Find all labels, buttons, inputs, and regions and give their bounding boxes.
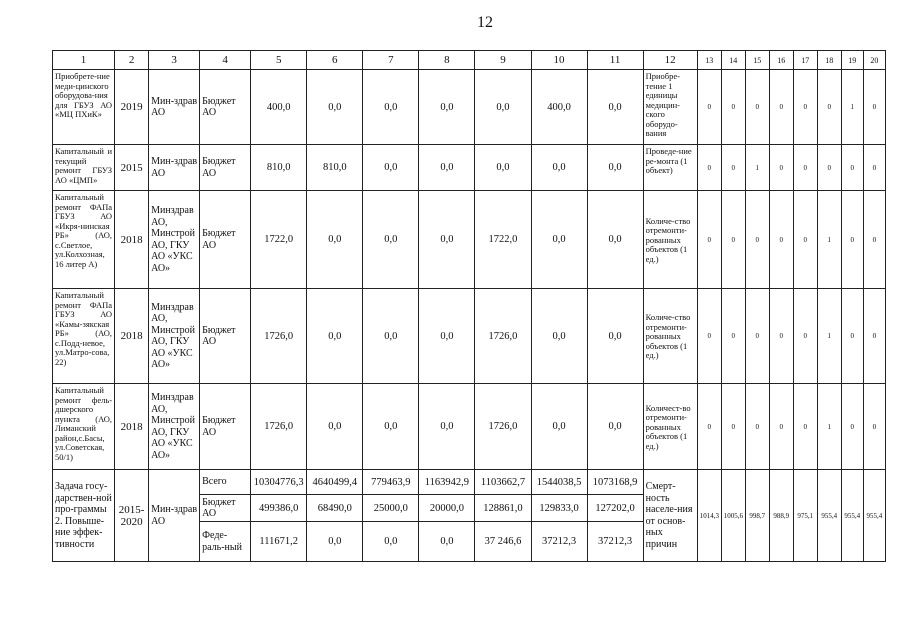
indicator-cell: Проведе-ние ре-монта (1 объект) bbox=[643, 145, 697, 191]
task-indicator: Смерт-ность населе-ния от основ-ных причин bbox=[643, 470, 697, 562]
source-cell: Бюджет АО bbox=[200, 70, 251, 145]
indicator-value: 0 bbox=[745, 384, 769, 470]
amount-cell: 0,0 bbox=[363, 191, 419, 289]
indicator-value: 1 bbox=[817, 289, 841, 384]
amount-cell: 0,0 bbox=[419, 289, 475, 384]
amount-cell: 1726,0 bbox=[251, 289, 307, 384]
header-cell: 9 bbox=[475, 51, 531, 70]
funding-source: Всего bbox=[200, 470, 251, 495]
indicator-value: 0 bbox=[793, 145, 817, 191]
amount-cell: 400,0 bbox=[531, 70, 587, 145]
indicator-value: 0 bbox=[817, 145, 841, 191]
amount-cell: 0,0 bbox=[587, 289, 643, 384]
amount-cell: 0,0 bbox=[587, 191, 643, 289]
source-cell: Бюджет АО bbox=[200, 191, 251, 289]
amount-cell: 0,0 bbox=[307, 191, 363, 289]
indicator-value: 0 bbox=[841, 191, 863, 289]
header-cell: 14 bbox=[721, 51, 745, 70]
amount-cell: 779463,9 bbox=[363, 470, 419, 495]
indicator-value: 0 bbox=[863, 145, 885, 191]
indicator-value: 975,1 bbox=[793, 470, 817, 562]
indicator-value: 955,4 bbox=[817, 470, 841, 562]
header-cell: 10 bbox=[531, 51, 587, 70]
indicator-value: 0 bbox=[793, 289, 817, 384]
measure-name: Капитальный ремонт фель-дшерского пункта (АО, Лиманский район,с.Басы, ул.Советская, 50/1) bbox=[53, 384, 115, 470]
indicator-value: 0 bbox=[697, 289, 721, 384]
indicator-value: 0 bbox=[841, 145, 863, 191]
amount-cell: 0,0 bbox=[531, 145, 587, 191]
measure-name: Капитальный ремонт ФАПа ГБУЗ АО «Икря-нинская РБ» (АО, с.Светлое, ул.Колхозная, 16 литер А) bbox=[53, 191, 115, 289]
indicator-value: 0 bbox=[745, 289, 769, 384]
year-cell: 2015 bbox=[115, 145, 149, 191]
header-cell: 8 bbox=[419, 51, 475, 70]
header-row bbox=[53, 51, 886, 70]
year-cell: 2018 bbox=[115, 384, 149, 470]
indicator-value: 0 bbox=[697, 384, 721, 470]
table-row bbox=[53, 191, 886, 289]
amount-cell: 0,0 bbox=[307, 289, 363, 384]
amount-cell: 0,0 bbox=[419, 191, 475, 289]
indicator-value: 0 bbox=[697, 191, 721, 289]
page-number: 12 bbox=[477, 14, 493, 31]
amount-cell: 10304776,3 bbox=[251, 470, 307, 495]
indicator-value: 0 bbox=[863, 70, 885, 145]
amount-cell: 127202,0 bbox=[587, 495, 643, 522]
amount-cell: 0,0 bbox=[531, 384, 587, 470]
executor-cell: Мин-здрав АО bbox=[149, 145, 200, 191]
amount-cell: 111671,2 bbox=[251, 522, 307, 562]
indicator-value: 0 bbox=[721, 70, 745, 145]
amount-cell: 1073168,9 bbox=[587, 470, 643, 495]
header-cell: 17 bbox=[793, 51, 817, 70]
indicator-value: 1005,6 bbox=[721, 470, 745, 562]
indicator-cell: Приобре-тение 1 единицы медицин-ского оборудо-вания bbox=[643, 70, 697, 145]
header-cell: 4 bbox=[200, 51, 251, 70]
indicator-value: 0 bbox=[721, 289, 745, 384]
indicator-cell: Количе-ство отремонти-рованных объектов (1 ед.) bbox=[643, 191, 697, 289]
amount-cell: 128861,0 bbox=[475, 495, 531, 522]
indicator-value: 1 bbox=[841, 70, 863, 145]
indicator-value: 0 bbox=[863, 289, 885, 384]
amount-cell: 0,0 bbox=[531, 191, 587, 289]
indicator-value: 0 bbox=[793, 384, 817, 470]
amount-cell: 37212,3 bbox=[587, 522, 643, 562]
table-row bbox=[53, 70, 886, 145]
indicator-value: 955,4 bbox=[863, 470, 885, 562]
funding-source: Феде-раль-ный bbox=[200, 522, 251, 562]
amount-cell: 400,0 bbox=[251, 70, 307, 145]
header-cell: 19 bbox=[841, 51, 863, 70]
year-cell: 2018 bbox=[115, 191, 149, 289]
amount-cell: 1163942,9 bbox=[419, 470, 475, 495]
amount-cell: 0,0 bbox=[587, 145, 643, 191]
indicator-value: 0 bbox=[793, 191, 817, 289]
executor-cell: Мин-здрав АО bbox=[149, 70, 200, 145]
table-row bbox=[53, 289, 886, 384]
amount-cell: 129833,0 bbox=[531, 495, 587, 522]
header-cell: 15 bbox=[745, 51, 769, 70]
measure-name: Капитальный и текущий ремонт ГБУЗ АО «ЦМП» bbox=[53, 145, 115, 191]
task-executor: Мин-здрав АО bbox=[149, 470, 200, 562]
year-cell: 2018 bbox=[115, 289, 149, 384]
header-cell: 2 bbox=[115, 51, 149, 70]
measure-name: Приобрете-ние меди-цинского оборудова-ния для ГБУЗ АО «МЦ ПХиК» bbox=[53, 70, 115, 145]
indicator-value: 0 bbox=[721, 384, 745, 470]
budget-table bbox=[52, 50, 886, 562]
amount-cell: 1726,0 bbox=[251, 384, 307, 470]
table-row bbox=[53, 145, 886, 191]
amount-cell: 1722,0 bbox=[251, 191, 307, 289]
indicator-value: 0 bbox=[721, 191, 745, 289]
indicator-value: 0 bbox=[697, 145, 721, 191]
header-cell: 16 bbox=[769, 51, 793, 70]
indicator-value: 0 bbox=[769, 191, 793, 289]
header-cell: 20 bbox=[863, 51, 885, 70]
indicator-cell: Количе-ство отремонти-рованных объектов (1 ед.) bbox=[643, 289, 697, 384]
indicator-value: 1014,3 bbox=[697, 470, 721, 562]
task-row-total bbox=[53, 470, 886, 495]
indicator-value: 0 bbox=[745, 191, 769, 289]
indicator-value: 988,9 bbox=[769, 470, 793, 562]
indicator-value: 0 bbox=[817, 70, 841, 145]
table-row bbox=[53, 384, 886, 470]
year-cell: 2019 bbox=[115, 70, 149, 145]
amount-cell: 810,0 bbox=[251, 145, 307, 191]
amount-cell: 0,0 bbox=[419, 384, 475, 470]
amount-cell: 0,0 bbox=[587, 384, 643, 470]
amount-cell: 0,0 bbox=[531, 289, 587, 384]
indicator-value: 0 bbox=[863, 191, 885, 289]
amount-cell: 0,0 bbox=[419, 145, 475, 191]
header-cell: 13 bbox=[697, 51, 721, 70]
amount-cell: 0,0 bbox=[587, 70, 643, 145]
amount-cell: 20000,0 bbox=[419, 495, 475, 522]
amount-cell: 0,0 bbox=[307, 522, 363, 562]
indicator-value: 0 bbox=[769, 289, 793, 384]
indicator-value: 1 bbox=[745, 145, 769, 191]
indicator-value: 1 bbox=[817, 384, 841, 470]
header-cell: 6 bbox=[307, 51, 363, 70]
amount-cell: 37 246,6 bbox=[475, 522, 531, 562]
amount-cell: 1726,0 bbox=[475, 384, 531, 470]
amount-cell: 499386,0 bbox=[251, 495, 307, 522]
executor-cell: Минздрав АО, Минстрой АО, ГКУ АО «УКС АО» bbox=[149, 289, 200, 384]
amount-cell: 0,0 bbox=[363, 522, 419, 562]
amount-cell: 1722,0 bbox=[475, 191, 531, 289]
header-cell: 11 bbox=[587, 51, 643, 70]
indicator-value: 0 bbox=[769, 70, 793, 145]
indicator-value: 0 bbox=[793, 70, 817, 145]
header-cell: 3 bbox=[149, 51, 200, 70]
amount-cell: 25000,0 bbox=[363, 495, 419, 522]
amount-cell: 1103662,7 bbox=[475, 470, 531, 495]
measure-name: Капитальный ремонт ФАПа ГБУЗ АО «Камы-зякская РБ» (АО, с.Подд-невое, ул.Матро-сова, 22) bbox=[53, 289, 115, 384]
header-cell: 7 bbox=[363, 51, 419, 70]
indicator-value: 0 bbox=[863, 384, 885, 470]
indicator-value: 0 bbox=[745, 70, 769, 145]
amount-cell: 37212,3 bbox=[531, 522, 587, 562]
header-cell: 5 bbox=[251, 51, 307, 70]
funding-source: Бюджет АО bbox=[200, 495, 251, 522]
amount-cell: 0,0 bbox=[419, 522, 475, 562]
header-cell: 1 bbox=[53, 51, 115, 70]
source-cell: Бюджет АО bbox=[200, 145, 251, 191]
indicator-value: 0 bbox=[841, 289, 863, 384]
amount-cell: 0,0 bbox=[419, 70, 475, 145]
indicator-value: 1 bbox=[817, 191, 841, 289]
indicator-value: 0 bbox=[769, 384, 793, 470]
amount-cell: 0,0 bbox=[363, 289, 419, 384]
amount-cell: 0,0 bbox=[475, 70, 531, 145]
indicator-cell: Количест-во отремонти-рованных объектов (1 ед.) bbox=[643, 384, 697, 470]
amount-cell: 4640499,4 bbox=[307, 470, 363, 495]
executor-cell: Минздрав АО, Минстрой АО, ГКУ АО «УКС АО» bbox=[149, 384, 200, 470]
task-name: Задача госу-дарствен-ной про-граммы 2. Повыше-ние эффек-тивности bbox=[53, 470, 115, 562]
indicator-value: 998,7 bbox=[745, 470, 769, 562]
amount-cell: 0,0 bbox=[363, 145, 419, 191]
amount-cell: 0,0 bbox=[363, 384, 419, 470]
source-cell: Бюджет АО bbox=[200, 289, 251, 384]
amount-cell: 810,0 bbox=[307, 145, 363, 191]
amount-cell: 68490,0 bbox=[307, 495, 363, 522]
indicator-value: 0 bbox=[769, 145, 793, 191]
indicator-value: 0 bbox=[841, 384, 863, 470]
source-cell: Бюджет АО bbox=[200, 384, 251, 470]
indicator-value: 0 bbox=[721, 145, 745, 191]
indicator-value: 955,4 bbox=[841, 470, 863, 562]
header-cell: 12 bbox=[643, 51, 697, 70]
amount-cell: 0,0 bbox=[363, 70, 419, 145]
amount-cell: 1544038,5 bbox=[531, 470, 587, 495]
amount-cell: 1726,0 bbox=[475, 289, 531, 384]
amount-cell: 0,0 bbox=[307, 70, 363, 145]
indicator-value: 0 bbox=[697, 70, 721, 145]
executor-cell: Минздрав АО, Минстрой АО, ГКУ АО «УКС АО» bbox=[149, 191, 200, 289]
amount-cell: 0,0 bbox=[307, 384, 363, 470]
task-period: 2015-2020 bbox=[115, 470, 149, 562]
header-cell: 18 bbox=[817, 51, 841, 70]
amount-cell: 0,0 bbox=[475, 145, 531, 191]
